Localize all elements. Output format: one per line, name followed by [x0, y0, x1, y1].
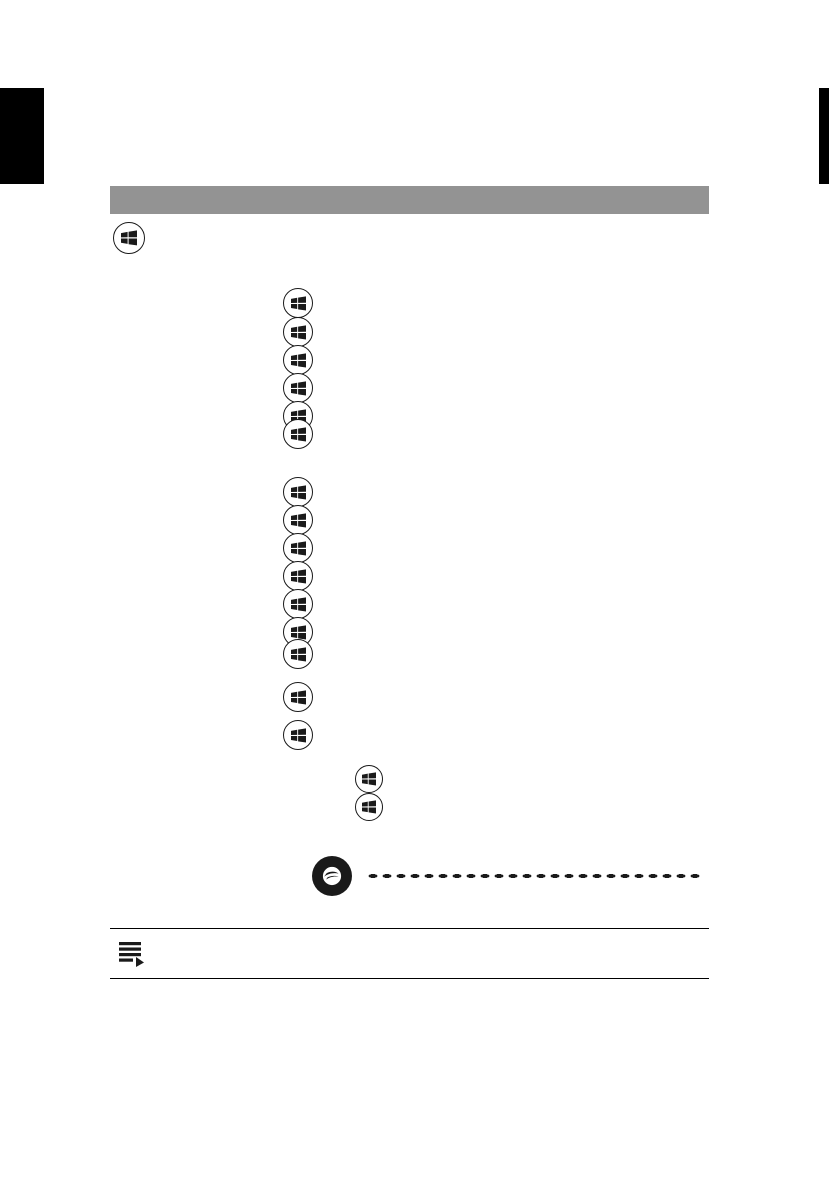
bottom-block-bottom-rule: [110, 978, 709, 979]
windows-key-icon: [283, 589, 313, 619]
document-note-icon: [118, 940, 150, 968]
windows-key-icon: [283, 419, 313, 449]
windows-key-icon: [283, 345, 313, 375]
windows-key-icon: [283, 477, 313, 507]
windows-key-icon: [283, 639, 313, 669]
page-edge-tab-marker-right: [819, 88, 829, 184]
windows-key-icon: [283, 317, 313, 347]
acer-note-icon: [312, 856, 352, 896]
windows-key-icon: [283, 533, 313, 563]
windows-key-icon: [355, 765, 383, 793]
table-header-band: [110, 186, 709, 214]
windows-key-icon: [283, 373, 313, 403]
windows-key-icon: [283, 561, 313, 591]
bottom-block-top-rule: [110, 928, 709, 929]
windows-key-icon: [355, 793, 383, 821]
windows-key-icon: [283, 288, 313, 318]
note-dotted-rule: [366, 873, 701, 879]
windows-key-icon: [283, 720, 313, 750]
windows-key-icon: [283, 682, 313, 712]
windows-key-icon: [283, 505, 313, 535]
windows-key-icon: [113, 222, 145, 254]
page-edge-tab-marker: [0, 88, 44, 184]
